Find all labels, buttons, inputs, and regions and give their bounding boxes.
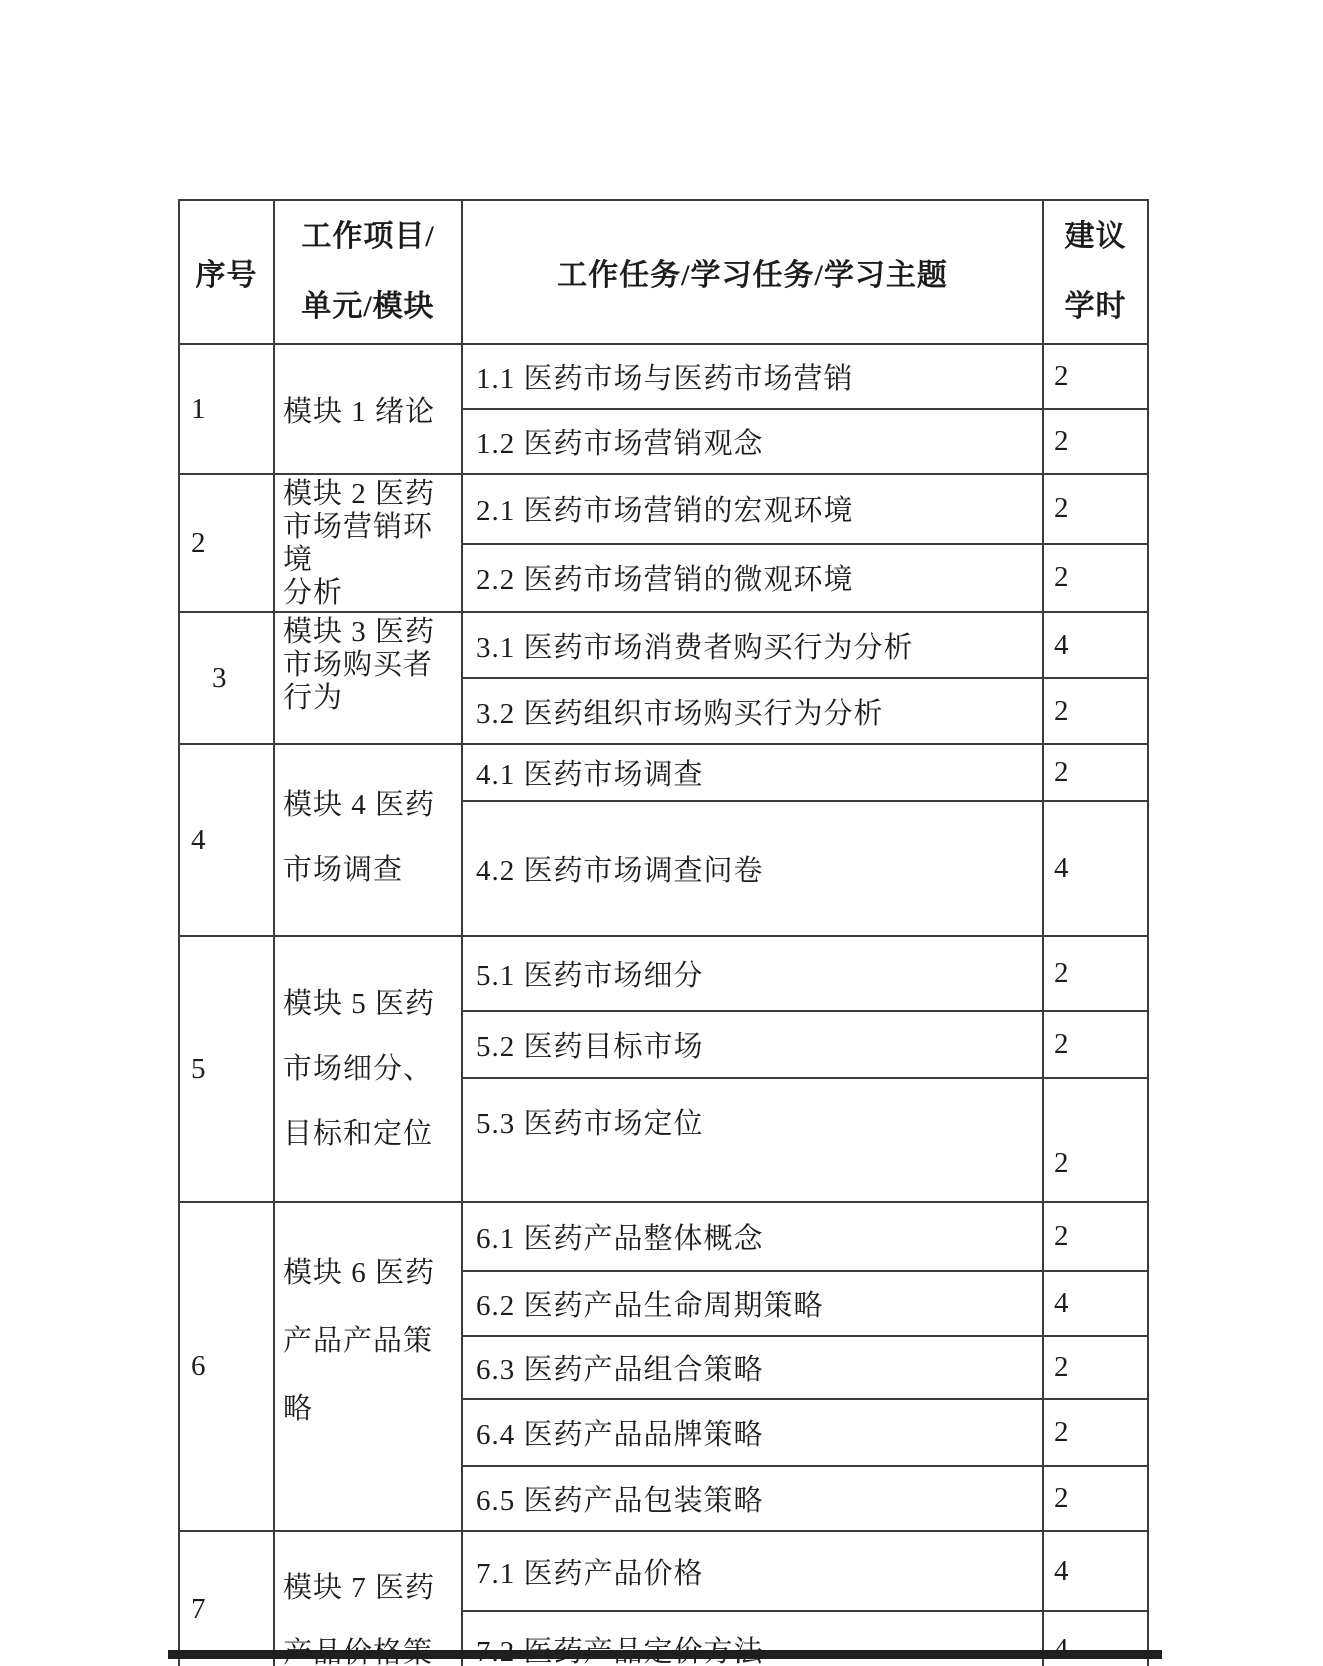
hours-cell: 2 bbox=[1043, 1466, 1148, 1531]
table-row bbox=[179, 936, 1148, 1011]
hours-cell: 2 bbox=[1043, 344, 1148, 409]
hours-cell: 2 bbox=[1043, 409, 1148, 474]
task-cell: 3.1 医药市场消费者购买行为分析 bbox=[462, 612, 1043, 678]
module-cell bbox=[274, 744, 462, 936]
table-row bbox=[179, 344, 1148, 409]
table-row bbox=[179, 612, 1148, 678]
table-row bbox=[179, 1202, 1148, 1271]
task-cell: 3.2 医药组织市场购买行为分析 bbox=[462, 678, 1043, 744]
hours-cell: 2 bbox=[1043, 1011, 1148, 1078]
hours-cell: 2 bbox=[1043, 1202, 1148, 1271]
task-cell: 7.1 医药产品价格 bbox=[462, 1531, 1043, 1611]
seq-cell: 1 bbox=[179, 344, 274, 474]
module-name-line: 模块 2 医药 bbox=[283, 478, 436, 510]
task-cell: 5.2 医药目标市场 bbox=[462, 1011, 1043, 1078]
module-name-line: 目标和定位 bbox=[283, 1117, 434, 1150]
seq-cell: 4 bbox=[179, 744, 274, 936]
seq-cell: 5 bbox=[179, 936, 274, 1202]
task-cell: 4.1 医药市场调查 bbox=[462, 744, 1043, 801]
module-cell bbox=[274, 1531, 462, 1666]
table-header-row bbox=[179, 200, 1148, 344]
table-row bbox=[179, 474, 1148, 544]
task-cell: 5.3 医药市场定位 bbox=[462, 1078, 1043, 1202]
module-cell bbox=[274, 936, 462, 1202]
header-module-line1: 工作项目/ bbox=[301, 220, 435, 253]
table-row bbox=[179, 744, 1148, 801]
module-cell bbox=[274, 612, 462, 744]
task-cell: 1.1 医药市场与医药市场营销 bbox=[462, 344, 1043, 409]
hours-cell: 4 bbox=[1043, 801, 1148, 936]
module-name-line: 模块 4 医药 bbox=[283, 789, 436, 821]
task-cell: 2.1 医药市场营销的宏观环境 bbox=[462, 474, 1043, 544]
seq-cell: 6 bbox=[179, 1202, 274, 1531]
hours-cell: 4 bbox=[1043, 612, 1148, 678]
task-cell: 4.2 医药市场调查问卷 bbox=[462, 801, 1043, 936]
module-name-line: 模块 1 绪论 bbox=[283, 395, 436, 428]
hours-cell: 2 bbox=[1043, 1078, 1148, 1202]
header-cell-module bbox=[274, 200, 462, 344]
table-row bbox=[179, 1531, 1148, 1611]
task-cell: 6.4 医药产品品牌策略 bbox=[462, 1399, 1043, 1466]
header-hours-line1: 建议 bbox=[1064, 220, 1127, 253]
header-task-label: 工作任务/学习任务/学习主题 bbox=[557, 259, 948, 292]
module-name-line: 境 bbox=[283, 544, 314, 576]
header-cell-task bbox=[462, 200, 1043, 344]
module-name-line: 模块 3 医药 bbox=[283, 616, 436, 648]
module-cell bbox=[274, 344, 462, 474]
seq-cell: 2 bbox=[179, 474, 274, 612]
module-name-line: 市场购买者 bbox=[283, 649, 434, 681]
module-cell bbox=[274, 1202, 462, 1531]
hours-cell: 2 bbox=[1043, 474, 1148, 544]
task-cell: 2.2 医药市场营销的微观环境 bbox=[462, 544, 1043, 612]
hours-cell: 2 bbox=[1043, 744, 1148, 801]
module-name-line: 行为 bbox=[283, 682, 344, 714]
header-seq-label: 序号 bbox=[195, 259, 258, 292]
module-name-line: 市场细分、 bbox=[283, 1052, 434, 1085]
module-name-line: 分析 bbox=[283, 577, 344, 609]
task-cell: 5.1 医药市场细分 bbox=[462, 936, 1043, 1011]
hours-cell: 2 bbox=[1043, 544, 1148, 612]
seq-cell: 7 bbox=[179, 1531, 274, 1666]
header-module-line2: 单元/模块 bbox=[301, 290, 435, 323]
hours-cell: 4 bbox=[1043, 1271, 1148, 1336]
module-name-line: 略 bbox=[283, 1393, 314, 1425]
task-cell: 6.1 医药产品整体概念 bbox=[462, 1202, 1043, 1271]
hours-cell: 4 bbox=[1043, 1531, 1148, 1611]
module-name-line: 模块 5 医药 bbox=[283, 987, 436, 1020]
page-bottom-cut-edge bbox=[168, 1650, 1162, 1659]
hours-cell: 2 bbox=[1043, 936, 1148, 1011]
module-name-line: 模块 7 医药 bbox=[283, 1572, 436, 1604]
seq-cell: 3 bbox=[179, 612, 274, 744]
hours-cell: 2 bbox=[1043, 1399, 1148, 1466]
header-hours-line2: 学时 bbox=[1064, 290, 1127, 323]
task-cell: 6.3 医药产品组合策略 bbox=[462, 1336, 1043, 1399]
header-cell-hours bbox=[1043, 200, 1148, 344]
module-name-line: 模块 6 医药 bbox=[283, 1257, 436, 1289]
module-name-line: 产品产品策 bbox=[283, 1325, 434, 1357]
module-name-line: 市场调查 bbox=[283, 854, 404, 886]
task-cell: 6.2 医药产品生命周期策略 bbox=[462, 1271, 1043, 1336]
task-cell: 6.5 医药产品包装策略 bbox=[462, 1466, 1043, 1531]
header-cell-seq bbox=[179, 200, 274, 344]
course-schedule-table bbox=[178, 199, 1149, 1666]
module-cell bbox=[274, 474, 462, 612]
module-name-line: 市场营销环 bbox=[283, 511, 434, 543]
module-name-line bbox=[283, 1621, 460, 1666]
task-cell: 1.2 医药市场营销观念 bbox=[462, 409, 1043, 474]
hours-cell: 2 bbox=[1043, 678, 1148, 744]
hours-cell: 2 bbox=[1043, 1336, 1148, 1399]
